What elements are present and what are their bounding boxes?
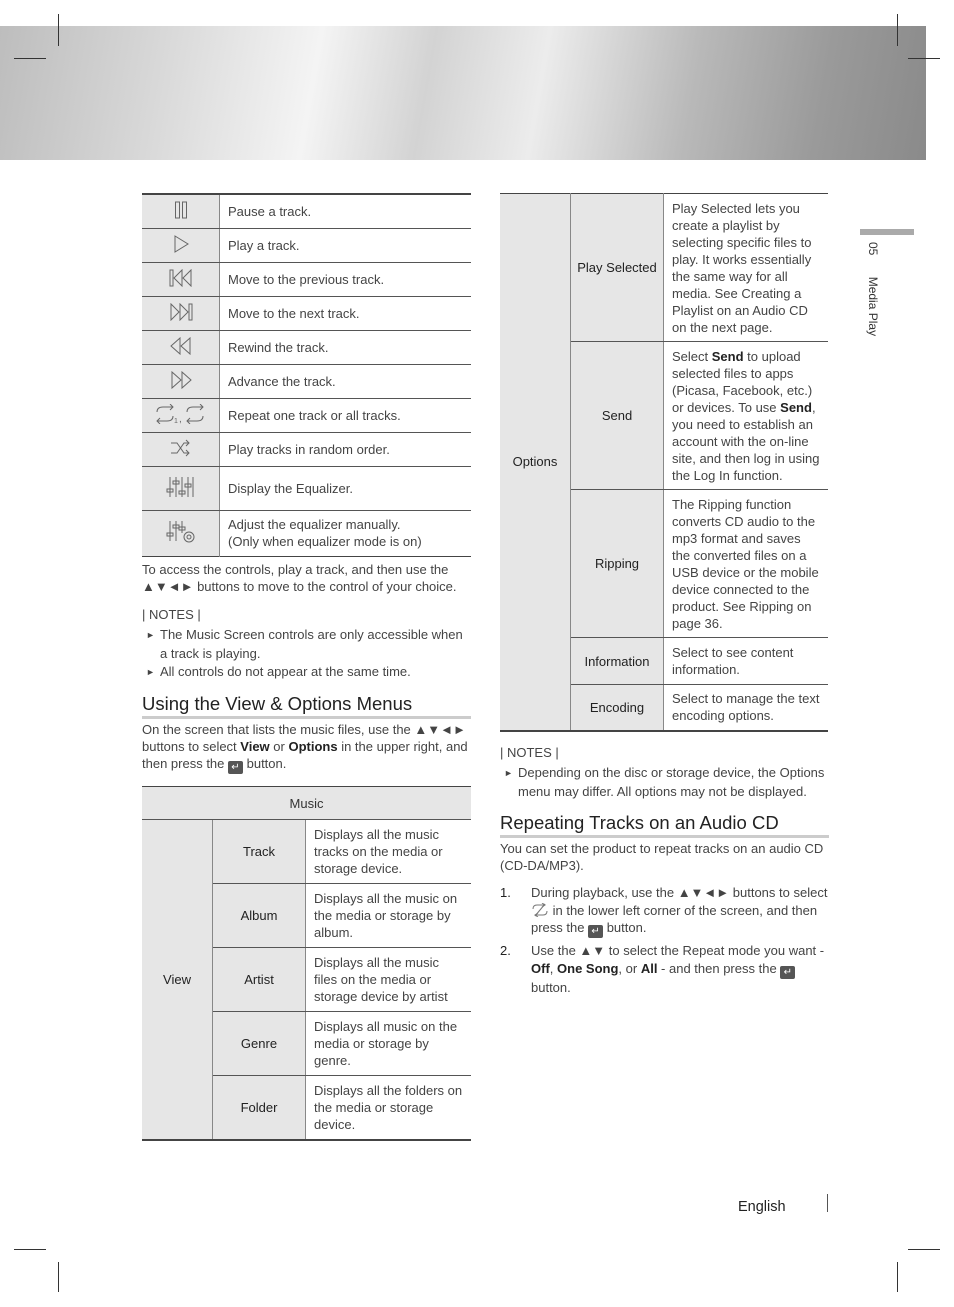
controls-table [142, 193, 471, 557]
fast-forward-icon [142, 364, 220, 398]
menu-item-desc: Displays all the music on the media or storage by album. [306, 884, 472, 948]
crop-mark [908, 1249, 940, 1250]
option-desc: The Ripping function converts CD audio to the mp3 format and saves the converted files on a USB device or the mobile device connected to the product. See Ripping on page 36. [664, 490, 829, 638]
menu-item-desc: Displays all music on the media or storage by genre. [306, 1012, 472, 1076]
shuffle-icon [142, 432, 220, 466]
options-category: Options [500, 194, 571, 731]
notes-heading: | NOTES | [500, 745, 559, 760]
view-options-paragraph: On the screen that lists the music files, use the ▲▼◄► buttons to select View or Options in the upper right, and then press the ↵ button. [142, 722, 468, 773]
crop-mark [58, 1262, 59, 1292]
control-desc: Display the Equalizer. [220, 466, 472, 510]
control-desc: Play tracks in random order. [220, 432, 472, 466]
footer-language: English [738, 1199, 786, 1215]
control-desc: Adjust the equalizer manually. (Only when equalizer mode is on) [228, 517, 422, 549]
menu-item-name: Album [213, 884, 306, 948]
control-desc: Move to the next track. [220, 296, 472, 330]
menu-item-name: Track [213, 820, 306, 884]
pause-icon [142, 194, 220, 228]
heading-rule [142, 716, 471, 719]
step-2: 2. Use the ▲▼ to select the Repeat mode you want - Off, One Song, or All - and then press the ↵ button. [500, 943, 825, 995]
menu-item-desc: Displays all the music files on the media or storage device by artist [306, 948, 472, 1012]
control-desc: Rewind the track. [220, 330, 472, 364]
repeating-heading: Repeating Tracks on an Audio CD [500, 812, 779, 833]
note-item: ► All controls do not appear at the same time. [146, 664, 411, 679]
header-banner [0, 26, 926, 160]
crop-mark [58, 14, 59, 46]
chapter-title: Media Play [866, 276, 880, 337]
view-category: View [142, 820, 213, 1141]
crop-mark [14, 1249, 46, 1250]
crop-mark [897, 14, 898, 46]
menu-item-name: Artist [213, 948, 306, 1012]
menu-item-desc: Displays all the music tracks on the media or storage device. [306, 820, 472, 884]
option-name: Ripping [571, 490, 664, 638]
rewind-icon [142, 330, 220, 364]
option-name: Encoding [571, 685, 664, 731]
previous-track-icon [142, 262, 220, 296]
footer-divider [827, 1194, 828, 1212]
crop-mark [908, 58, 940, 59]
menu-item-name: Folder [213, 1076, 306, 1141]
control-desc: Pause a track. [220, 194, 472, 228]
play-icon [142, 228, 220, 262]
option-desc: Select to manage the text encoding options. [672, 691, 820, 724]
enter-key-icon: ↵ [588, 925, 603, 938]
next-track-icon [142, 296, 220, 330]
svg-text:,: , [178, 413, 182, 424]
svg-text:1: 1 [173, 417, 178, 424]
option-name: Send [571, 342, 664, 490]
side-tab-bar [860, 229, 914, 235]
repeating-intro: You can set the product to repeat tracks on an audio CD (CD-DA/MP3). [500, 841, 824, 873]
control-desc: Repeat one track or all tracks. [220, 398, 472, 432]
option-desc: Play Selected lets you create a playlist by selecting specific files to play. It works essentially the same way for all media. See Creating a Playlist on an Audio CD on the next page. [664, 194, 829, 342]
note-item: ► The Music Screen controls are only accessible when a track is playing. [146, 627, 463, 661]
music-view-table [142, 786, 471, 1141]
equalizer-manual-icon [142, 510, 220, 556]
enter-key-icon: ↵ [228, 761, 243, 774]
heading-rule [500, 835, 829, 838]
option-name: Play Selected [571, 194, 664, 342]
control-desc: Advance the track. [220, 364, 472, 398]
notes-heading: | NOTES | [142, 607, 201, 622]
view-options-heading: Using the View & Options Menus [142, 693, 413, 714]
crop-mark [14, 58, 46, 59]
crop-mark [897, 1262, 898, 1292]
repeat-icon [142, 398, 220, 432]
chapter-number: 05 [866, 242, 880, 256]
enter-key-icon: ↵ [780, 966, 795, 979]
option-name: Information [571, 638, 664, 685]
music-table-header: Music [142, 787, 471, 820]
equalizer-icon [142, 466, 220, 510]
step-1: 1. During playback, use the ▲▼◄► buttons to select in the lower left corner of the screen, and then press the ↵ button. [500, 885, 828, 937]
access-paragraph: To access the controls, play a track, and then use the ▲▼◄► buttons to move to the control of your choice. [142, 562, 457, 594]
menu-item-name: Genre [213, 1012, 306, 1076]
option-desc: Select Send to upload selected files to apps (Picasa, Facebook, etc.) or devices. To use Send, you need to establish an account with the on-line site, and then log in using the Log In function. [664, 342, 829, 490]
repeat-icon [531, 903, 549, 917]
note-item: ► Depending on the disc or storage device, the Options menu may differ. All options may not be displayed. [504, 765, 825, 799]
menu-item-desc: Displays all the folders on the media or storage device. [314, 1083, 463, 1132]
side-tab [866, 242, 880, 336]
control-desc: Play a track. [220, 228, 472, 262]
option-desc: Select to see content information. [664, 638, 829, 685]
options-table [500, 193, 828, 732]
control-desc: Move to the previous track. [220, 262, 472, 296]
